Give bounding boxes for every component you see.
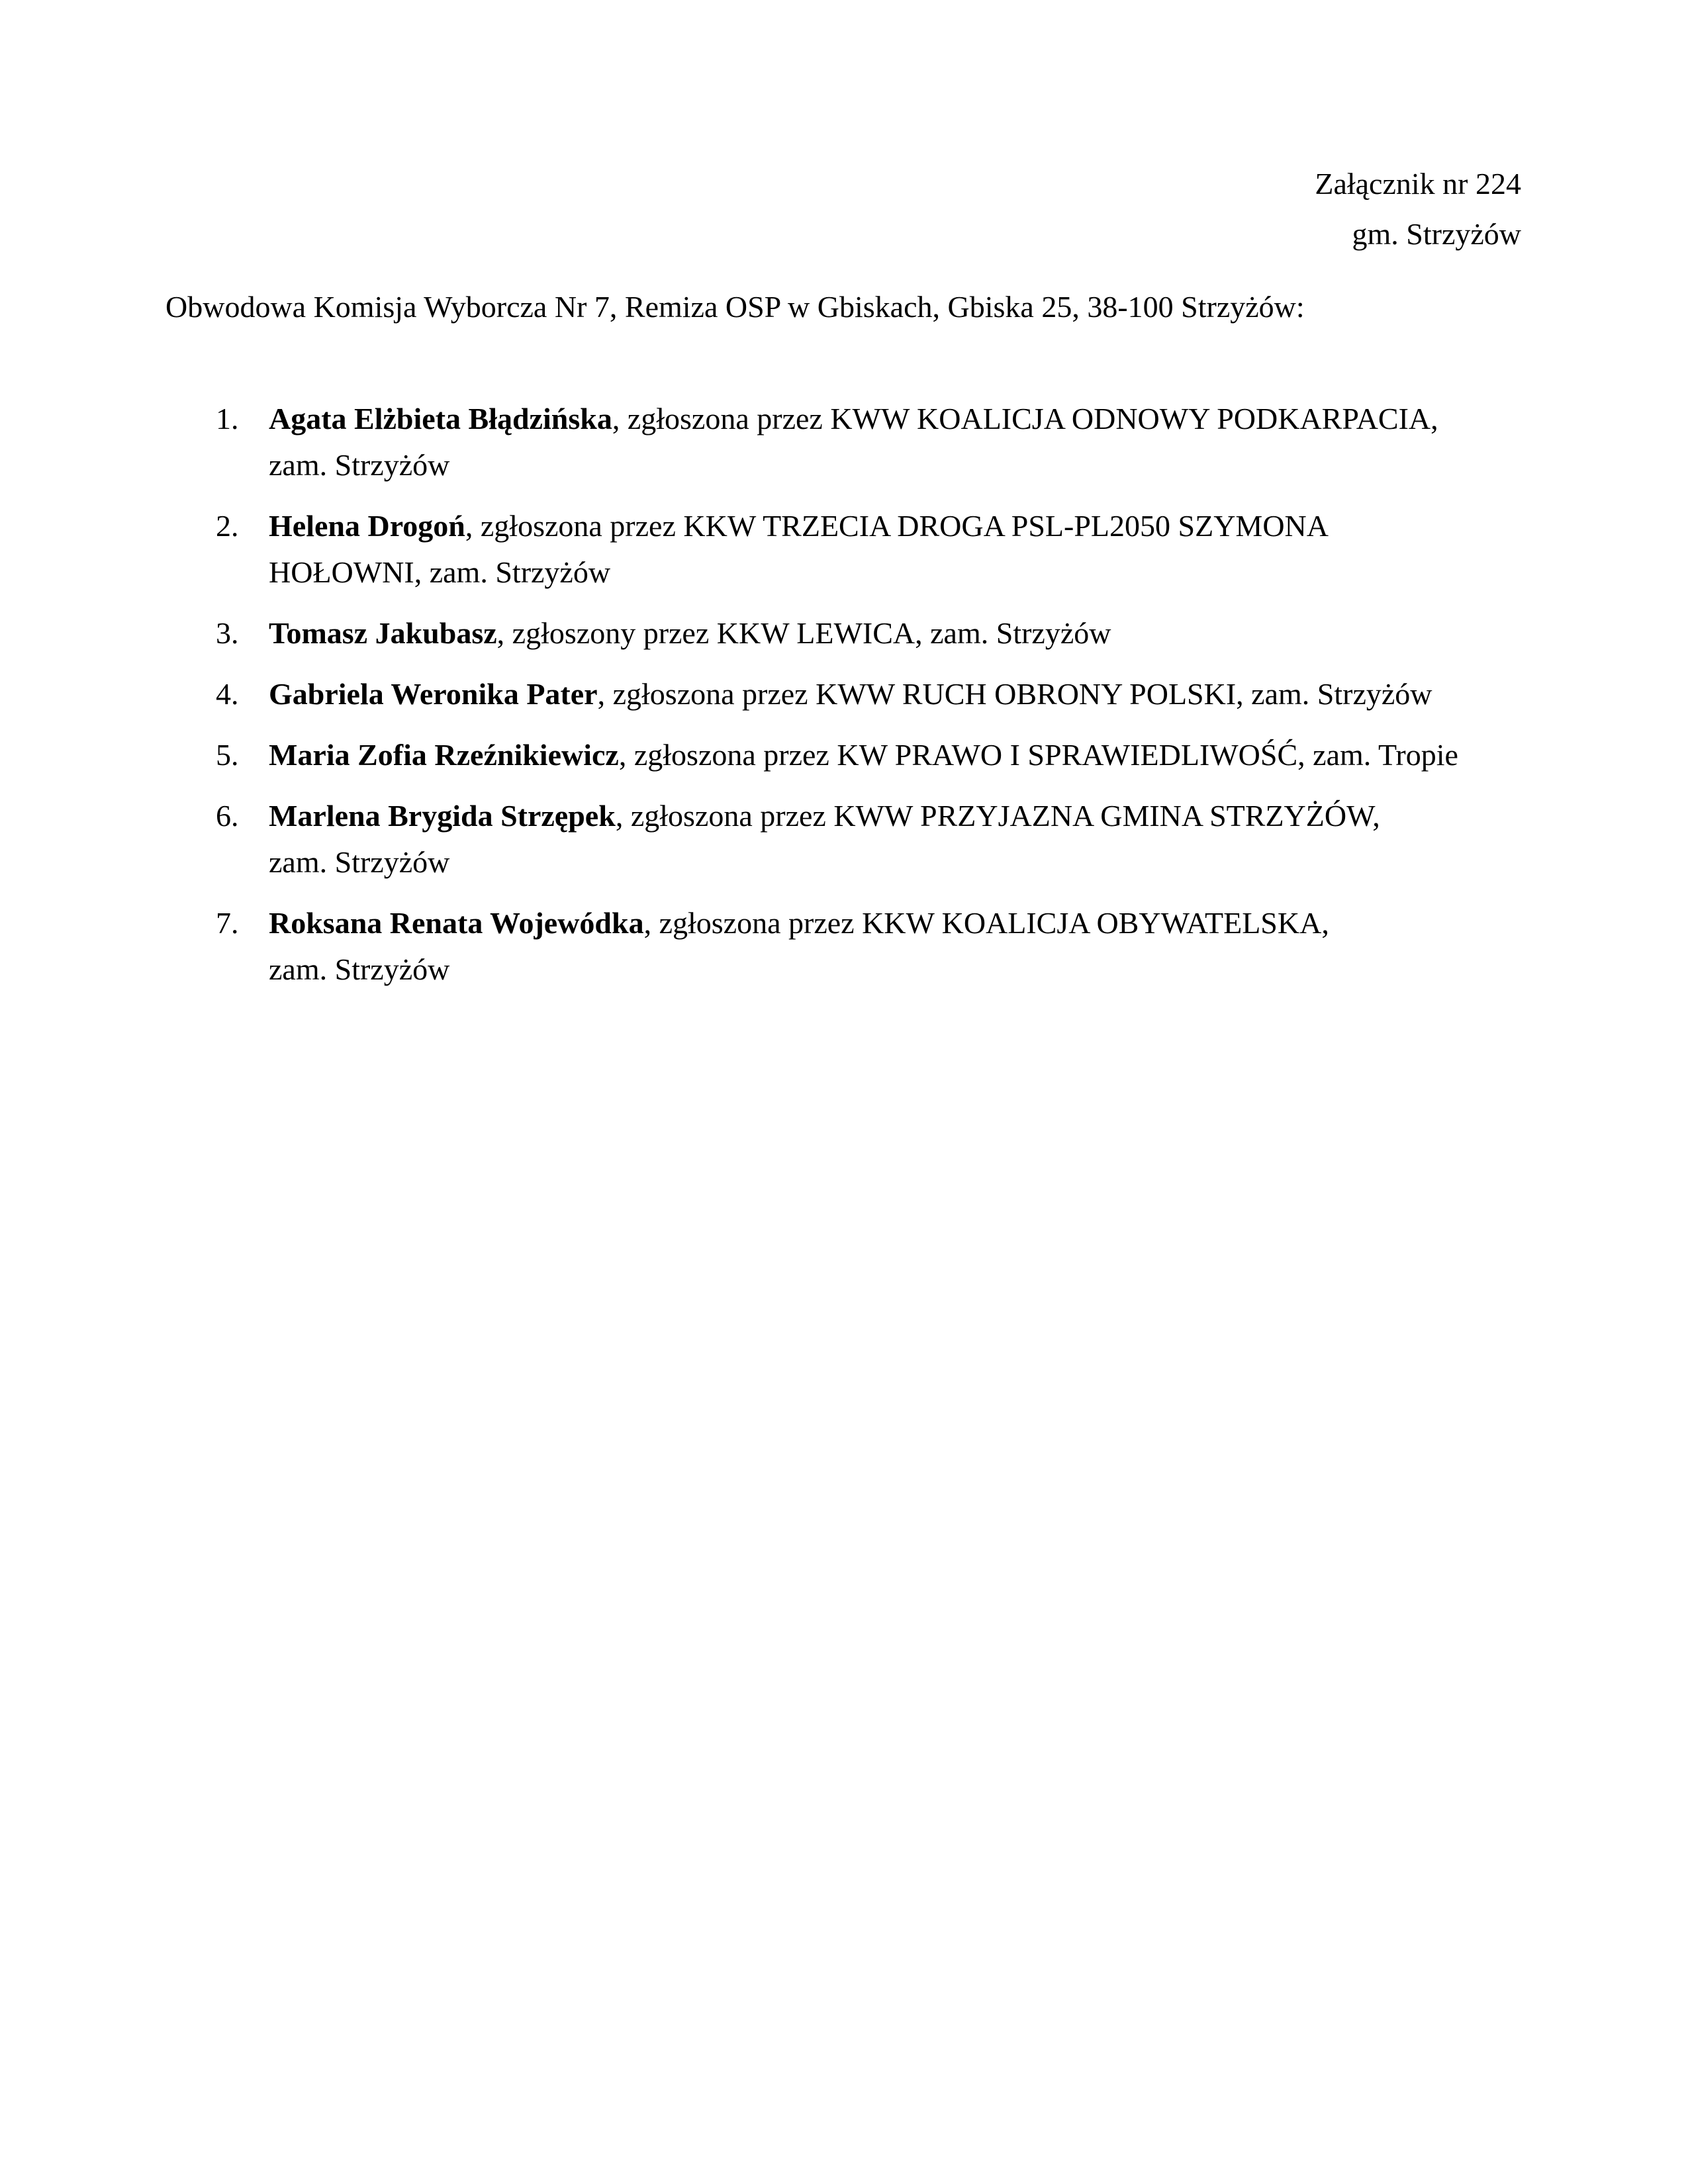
member-line-2: zam. Strzyżów bbox=[269, 952, 450, 986]
member-name: Tomasz Jakubasz bbox=[269, 616, 497, 650]
member-line-1 bbox=[269, 396, 1523, 442]
member-item bbox=[0, 793, 1688, 886]
member-name: Maria Zofia Rzeźnikiewicz bbox=[269, 738, 619, 772]
member-item bbox=[0, 732, 1688, 778]
member-details: , zgłoszona przez KWW KOALICJA ODNOWY PODKARPACIA, bbox=[612, 402, 1438, 435]
member-name: Marlena Brygida Strzępek bbox=[269, 799, 616, 833]
attachment-header bbox=[1315, 159, 1521, 259]
attachment-number: Załącznik nr 224 bbox=[1315, 167, 1521, 201]
commission-title: Obwodowa Komisja Wyborcza Nr 7, Remiza OSP w Gbiskach, Gbiska 25, 38-100 Strzyżów: bbox=[165, 290, 1305, 324]
member-name: Agata Elżbieta Błądzińska bbox=[269, 402, 612, 435]
member-number: 6. bbox=[216, 799, 239, 833]
member-line-1 bbox=[269, 732, 1523, 778]
member-number: 2. bbox=[216, 509, 239, 543]
member-details: , zgłoszona przez KKW KOALICJA OBYWATELSKA, bbox=[643, 906, 1329, 940]
member-number: 3. bbox=[216, 616, 239, 650]
members-list bbox=[0, 396, 1688, 1007]
member-line-2: HOŁOWNI, zam. Strzyżów bbox=[269, 555, 611, 589]
member-item bbox=[0, 396, 1688, 488]
member-number: 5. bbox=[216, 738, 239, 772]
municipality-name: gm. Strzyżów bbox=[1352, 217, 1521, 251]
member-line-1 bbox=[269, 610, 1523, 657]
member-details: , zgłoszony przez KKW LEWICA, zam. Strzyżów bbox=[496, 616, 1111, 650]
member-line-2: zam. Strzyżów bbox=[269, 845, 450, 879]
member-name: Helena Drogoń bbox=[269, 509, 465, 543]
member-details: , zgłoszona przez KWW RUCH OBRONY POLSKI, zam. Strzyżów bbox=[597, 677, 1432, 711]
member-details: , zgłoszona przez KW PRAWO I SPRAWIEDLIWOŚĆ, zam. Tropie bbox=[618, 738, 1458, 772]
member-number: 4. bbox=[216, 677, 239, 711]
member-item bbox=[0, 900, 1688, 993]
member-name: Roksana Renata Wojewódka bbox=[269, 906, 644, 940]
member-line-1 bbox=[269, 900, 1523, 946]
member-name: Gabriela Weronika Pater bbox=[269, 677, 598, 711]
member-line-1 bbox=[269, 671, 1523, 717]
member-number: 7. bbox=[216, 906, 239, 940]
member-line-1 bbox=[269, 503, 1523, 549]
member-item bbox=[0, 503, 1688, 596]
member-details: , zgłoszona przez KKW TRZECIA DROGA PSL-PL2050 SZYMONA bbox=[465, 509, 1329, 543]
member-details: , zgłoszona przez KWW PRZYJAZNA GMINA STRZYŻÓW, bbox=[615, 799, 1380, 833]
member-item bbox=[0, 671, 1688, 717]
member-number: 1. bbox=[216, 402, 239, 435]
member-item bbox=[0, 610, 1688, 657]
member-line-1 bbox=[269, 793, 1523, 839]
member-line-2: zam. Strzyżów bbox=[269, 448, 450, 482]
